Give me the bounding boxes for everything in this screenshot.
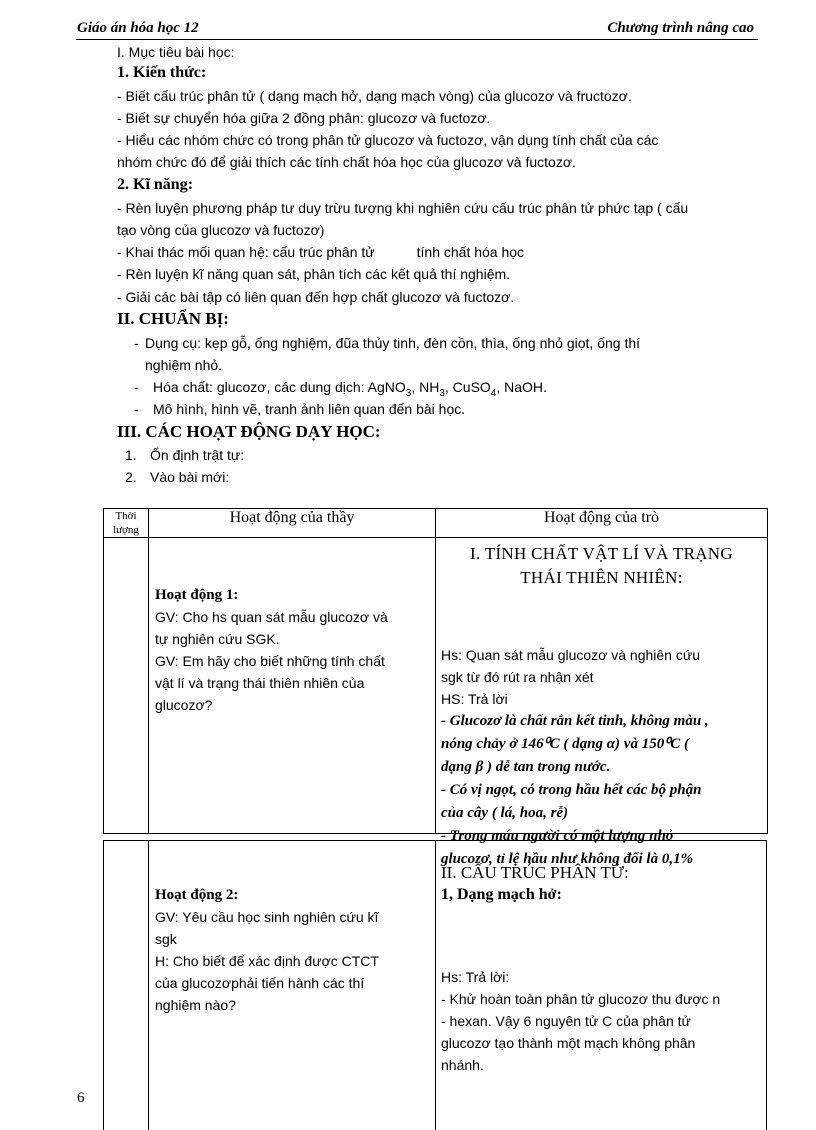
student-line: - Khử hoàn toàn phân tử glucozơ thu được n: [441, 991, 721, 1007]
teacher-line: GV: Em hãy cho biết những tính chất: [155, 653, 385, 669]
col-student-header: Hoạt động của trò: [436, 509, 768, 538]
teacher-line: glucozơ?: [155, 697, 213, 713]
knowledge-item-3a: - Hiểu các nhóm chức có trong phân tử glucozơ và fuctozơ, vận dụng tính chất của các: [117, 132, 659, 148]
prep-dash-1: -: [134, 335, 139, 351]
skill-item-2b: tính chất hóa học: [416, 244, 525, 260]
student-line: Hs: Quan sát mẫu glucozơ và nghiên cứu: [441, 647, 701, 663]
teacher-line: nghiệm nào?: [155, 997, 236, 1013]
skill-item-3: - Rèn luyện kĩ năng quan sát, phân tích các kết quả thí nghiệm.: [117, 266, 511, 282]
student-line: Hs: Trả lời:: [441, 969, 510, 985]
prep-item-3: Mô hình, hình vẽ, tranh ảnh liên quan đến bài học.: [153, 401, 466, 417]
activities-title: III. CÁC HOẠT ĐỘNG DẠY HỌC:: [117, 422, 381, 441]
teacher-line: H: Cho biết để xác định được CTCT: [155, 953, 379, 969]
lesson-table: [103, 508, 768, 867]
objectives-title: I. Mục tiêu bài học:: [117, 44, 235, 60]
teacher-line: GV: Yêu cầu học sinh nghiên cứu kĩ: [155, 909, 379, 925]
step-2: Vào bài mới:: [150, 469, 230, 485]
header-right: Chương trình nâng cao: [607, 20, 754, 36]
student-answer-line: - Glucozơ là chất rắn kết tinh, không màu ,: [441, 713, 709, 729]
duration-cell-1: [104, 538, 149, 834]
col-teacher-header: Hoạt động của thầy: [149, 509, 436, 538]
student-cell-1: [436, 538, 768, 867]
student-answer-line: dạng β ) dễ tan trong nước.: [441, 759, 611, 775]
border-right: [766, 840, 767, 1130]
prep-item-2: Hóa chất: glucozơ, các dung dịch: AgNO$_3$, $NH_3$, CuSO$_4$, NaOH.: [153, 379, 547, 399]
knowledge-item-1: - Biết cấu trúc phân tử ( dạng mạch hở, dạng mạch vòng) của glucozơ và fructozơ.: [117, 88, 632, 104]
student-line: - hexan. Vậy 6 nguyên tử C của phân tử: [441, 1013, 691, 1029]
activity-1-label: Hoạt động 1:: [155, 587, 239, 603]
skill-item-4: - Giải các bài tập có liên quan đến hợp chất glucozơ và fuctozơ.: [117, 289, 515, 305]
knowledge-title: 1. Kiến thức:: [117, 64, 207, 81]
prep-item-1a: Dụng cụ: kẹp gỗ, ống nghiệm, đũa thủy tinh, đèn cồn, thìa, ống nhỏ giọt, ống thí: [145, 335, 641, 351]
knowledge-item-2: - Biết sự chuyển hóa giữa 2 đồng phân: glucozơ và fuctozơ.: [117, 110, 491, 126]
knowledge-item-3b: nhóm chức đó để giải thích các tính chất hóa học của glucozơ và fuctozơ.: [117, 154, 576, 170]
header-divider: [76, 39, 758, 40]
prep-item-1b: nghiệm nhỏ.: [145, 357, 223, 373]
student-line: nhánh.: [441, 1057, 484, 1073]
section-heading: THÁI THIÊN NHIÊN:: [520, 568, 683, 587]
teacher-line: của glucozơphải tiến hành các thí: [155, 975, 365, 991]
step-1: Ổn định trật tự:: [150, 447, 245, 463]
skill-item-2a: - Khai thác mối quan hệ: cấu trúc phân tử: [117, 244, 375, 260]
teacher-line: sgk: [155, 931, 177, 947]
student-line: HS: Trả lời: [441, 691, 508, 707]
student-answer-line: của cây ( lá, hoa, rễ): [441, 805, 569, 821]
skills-title: 2. Kĩ năng:: [117, 176, 194, 193]
page-number: 6: [77, 1090, 85, 1106]
student-answer-line: - Trong máu người có một lượng nhỏ: [441, 828, 674, 844]
skill-item-1b: tạo vòng của glucozơ và fuctozơ): [117, 222, 325, 238]
student-answer-line: - Có vị ngọt, có trong hầu hết các bộ phận: [441, 782, 702, 798]
border-mid-2: [435, 840, 436, 1130]
table-row-2: [103, 840, 767, 1130]
section-heading: II. CẤU TRÚC PHÂN TỬ:: [441, 863, 629, 882]
prep-dash-3: -: [134, 401, 139, 417]
preparation-title: II. CHUẨN BỊ:: [117, 309, 229, 328]
student-answer-line: nóng chảy ở 146⁰C ( dạng α) và 150⁰C (: [441, 736, 689, 752]
section-heading: I. TÍNH CHẤT VẬT LÍ VÀ TRẠNG: [470, 544, 733, 563]
activity-2-label: Hoạt động 2:: [155, 887, 239, 903]
step-2-number: 2.: [125, 469, 137, 485]
teacher-cell-1: [149, 538, 436, 834]
header-left: Giáo án hóa học 12: [77, 20, 199, 36]
table-header-row: [104, 509, 768, 538]
section-subheading: 1, Dạng mạch hở:: [441, 886, 562, 903]
student-answer-line: glucozơ, tỉ lệ hầu như không đổi là 0,1%: [441, 851, 694, 867]
skill-item-2: [117, 243, 524, 261]
border-mid-1: [148, 840, 149, 1130]
student-line: glucozơ tạo thành một mạch không phân: [441, 1035, 696, 1051]
table-row: [104, 538, 768, 834]
col-duration-header: Thời lượng: [104, 509, 149, 538]
student-line: sgk từ đó rút ra nhận xét: [441, 669, 594, 685]
border-left: [103, 840, 104, 1130]
teacher-line: vật lí và trạng thái thiên nhiên của: [155, 675, 365, 691]
step-1-number: 1.: [125, 447, 137, 463]
skill-item-1a: - Rèn luyện phương pháp tư duy trừu tượng khi nghiên cứu cấu trúc phân tử phức tạp ( cấu: [117, 200, 689, 216]
teacher-line: tự nghiên cứu SGK.: [155, 631, 280, 647]
prep-dash-2: -: [134, 379, 139, 395]
teacher-line: GV: Cho hs quan sát mẫu glucozơ và: [155, 609, 388, 625]
